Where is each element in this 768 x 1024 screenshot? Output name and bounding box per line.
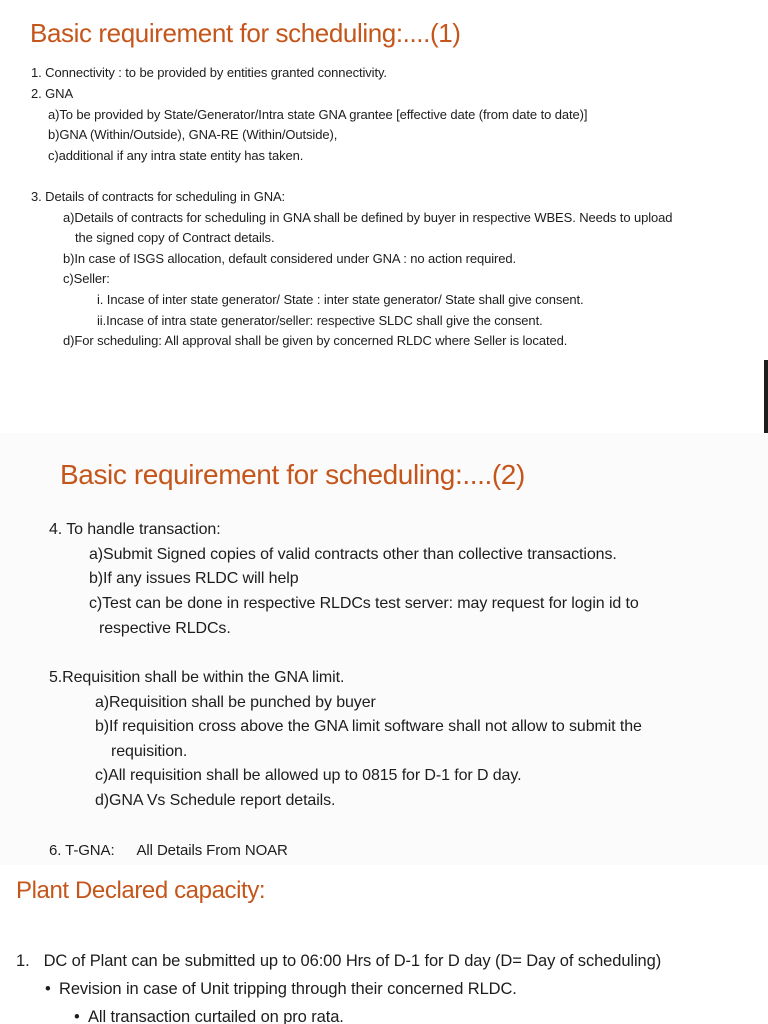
list-subitem: a)Requisition shall be punched by buyer xyxy=(95,694,376,711)
list-subitem: b)GNA (Within/Outside), GNA-RE (Within/Outside), xyxy=(48,127,338,142)
list-subitem: b)If requisition cross above the GNA limit software shall not allow to submit the xyxy=(95,718,642,735)
list-subitem: a)Details of contracts for scheduling in GNA shall be defined by buyer in respective WBES. Needs to upload xyxy=(63,210,673,225)
list-subitem: a)To be provided by State/Generator/Intra state GNA grantee [effective date (from date to date)] xyxy=(48,107,588,122)
list-subitem: d)GNA Vs Schedule report details. xyxy=(95,792,336,809)
numbered-item xyxy=(16,952,661,971)
bullet-text: All transaction curtailed on pro rata. xyxy=(88,1008,344,1024)
bullet-item xyxy=(45,980,517,999)
sub-bullet-item xyxy=(74,1008,344,1024)
slide-scheduling-requirements-1 xyxy=(0,0,768,433)
list-subsubitem: i. Incase of inter state generator/ State : inter state generator/ State shall give consent. xyxy=(97,292,584,307)
list-subitem: b)In case of ISGS allocation, default considered under GNA : no action required. xyxy=(63,251,517,266)
list-item: 2. GNA xyxy=(31,86,74,101)
list-subitem: c)Seller: xyxy=(63,271,110,286)
slide-edge-border xyxy=(764,360,768,433)
list-subitem-continuation: requisition. xyxy=(111,743,188,760)
list-item: 5.Requisition shall be within the GNA limit. xyxy=(49,669,345,686)
list-subitem: c)additional if any intra state entity has taken. xyxy=(48,148,304,163)
item-number: 1. xyxy=(16,952,30,970)
slide-scheduling-requirements-2 xyxy=(0,433,768,865)
list-subsubitem: ii.Incase of intra state generator/seller: respective SLDC shall give the consent. xyxy=(97,313,543,328)
slide-plant-declared-capacity xyxy=(0,865,768,1024)
bullet-icon: • xyxy=(45,980,51,998)
list-subitem: c)Test can be done in respective RLDCs test server: may request for login id to xyxy=(89,595,639,612)
list-item: 4. To handle transaction: xyxy=(49,521,221,538)
slide-title: Basic requirement for scheduling:....(2) xyxy=(60,459,525,490)
item-value: All Details From NOAR xyxy=(136,842,288,859)
list-item: 1. Connectivity : to be provided by entities granted connectivity. xyxy=(31,65,387,80)
list-subitem-continuation: the signed copy of Contract details. xyxy=(75,230,275,245)
list-subitem: a)Submit Signed copies of valid contracts other than collective transactions. xyxy=(89,546,617,563)
list-subitem: c)All requisition shall be allowed up to 0815 for D-1 for D day. xyxy=(95,767,522,784)
list-subitem: b)If any issues RLDC will help xyxy=(89,570,299,587)
bullet-icon: • xyxy=(74,1008,80,1024)
list-item xyxy=(49,842,288,859)
slide-title: Basic requirement for scheduling:....(1) xyxy=(30,18,461,48)
list-subitem-continuation: respective RLDCs. xyxy=(99,620,231,637)
list-subitem: d)For scheduling: All approval shall be given by concerned RLDC where Seller is located. xyxy=(63,333,568,348)
item-label: 6. T-GNA: xyxy=(49,842,115,859)
slide-title: Plant Declared capacity: xyxy=(16,877,266,904)
item-text: DC of Plant can be submitted up to 06:00 Hrs of D-1 for D day (D= Day of scheduling) xyxy=(43,952,662,970)
bullet-text: Revision in case of Unit tripping through their concerned RLDC. xyxy=(59,980,517,998)
list-item: 3. Details of contracts for scheduling in GNA: xyxy=(31,189,286,204)
